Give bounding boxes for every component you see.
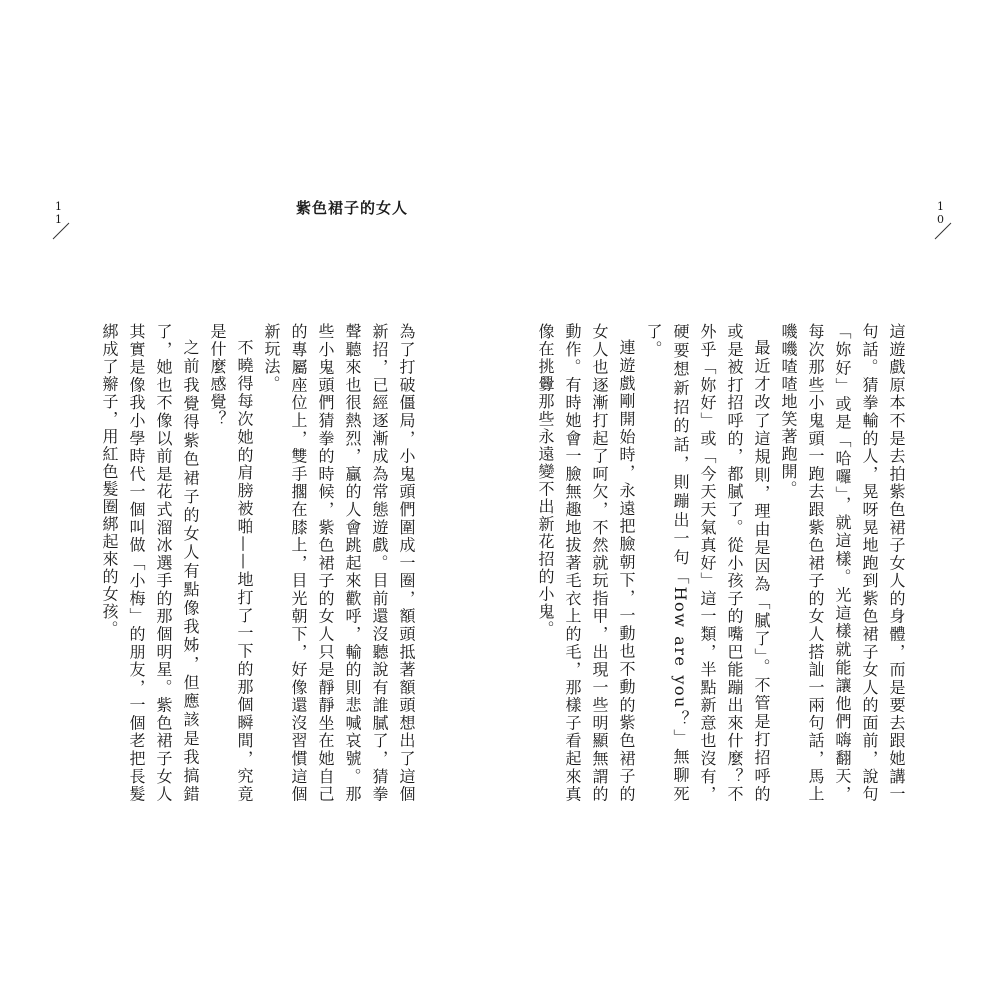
body-paragraph: 為了打破僵局，小鬼頭們圍成一圈，額頭抵著額頭想出了這個新招，已經逐漸成為常態遊戲。目前還沒聽說有誰膩了，猜拳聲聽來也很熱烈，贏的人會跳起來歡呼，輸的則悲喊哀號。那些小鬼頭們猜拳的時候，紫色裙子的女人只是靜靜坐在她自己的專屬座位上，雙手擱在膝上，目光朝下，好像還沒習慣這個新玩法。 — [262, 323, 416, 803]
running-title: 紫色裙子的女人 — [296, 199, 409, 217]
left-page-body — [80, 323, 420, 803]
right-page-slash-mark — [934, 222, 952, 240]
left-page-number: 11 — [52, 200, 65, 226]
left-page-slash-mark — [52, 222, 70, 240]
right-page-number: 10 — [934, 200, 947, 226]
body-paragraph: 不曉得每次她的肩膀被啪——地打了一下的那個瞬間，究竟是什麼感覺？ — [208, 323, 254, 803]
body-paragraph: 這遊戲原本不是去拍紫色裙子女人的身體，而是要去跟她講一句話。猜拳輸的人，晃呀晃地跑到紫色裙子女人的面前，說句「妳好」或是「哈囉」，就這樣。光這樣就能讓他們嗨翻天，每次那些小鬼頭一跑去跟紫色裙子的女人搭訕一兩句話，馬上嘰嘰喳喳地笑著跑開。 — [779, 323, 906, 803]
body-paragraph: 最近才改了這規則，理由是因為「膩了」。不管是打招呼的或是被打招呼的，都膩了。從小孩子的嘴巴能蹦出來什麼？不外乎「妳好」或「今天天氣真好」這一類，半點新意也沒有，硬要想新招的話，則蹦出一句「How are you？」無聊死了。 — [644, 323, 771, 803]
body-paragraph: 連遊戲剛開始時，永遠把臉朝下，一動也不動的紫色裙子的女人也逐漸打起了呵欠，不然就玩指甲，出現一些明顯無謂的動作。有時她會一臉無趣地拔著毛衣上的毛，那樣子看起來真像在挑釁那些永遠變不出新花招的小鬼。 — [536, 323, 636, 803]
body-paragraph: 之前我覺得紫色裙子的女人有點像我姊，但應該是我搞錯了，她也不像以前是花式溜冰選手的那個明星。紫色裙子女人其實是像我小學時代一個叫做「小梅」的朋友，一個老把長髮綁成了辮子，用紅色髮圈綁起來的女孩。 — [100, 323, 200, 803]
right-page-body — [536, 323, 910, 803]
